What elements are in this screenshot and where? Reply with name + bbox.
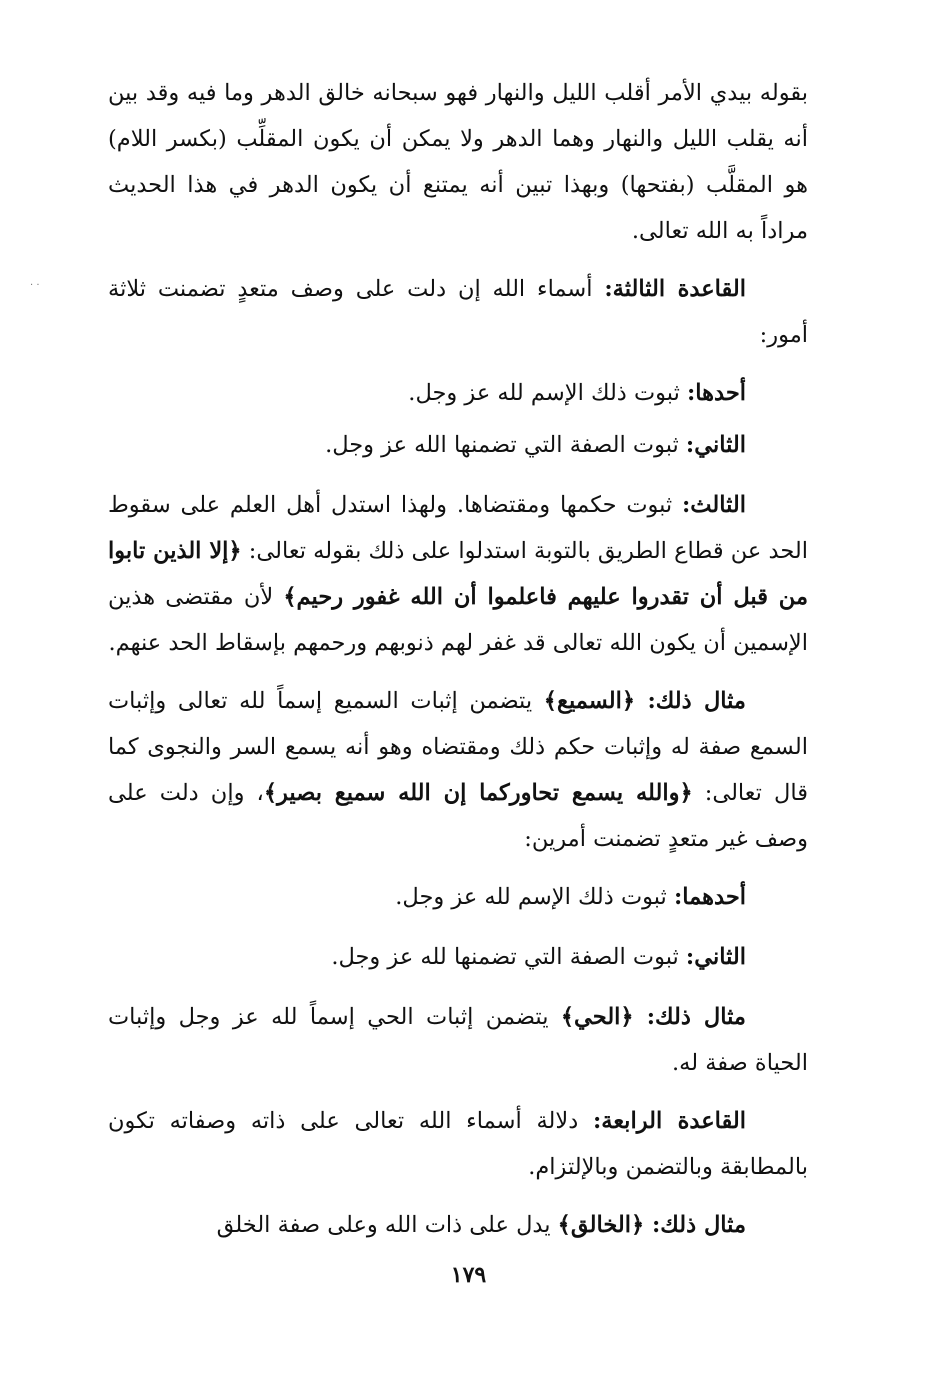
example-two — [108, 994, 808, 1086]
item-label: أحدها: — [687, 380, 746, 406]
item-text: ثبوت الصفة التي تضمنها الله عز وجل. — [325, 432, 686, 458]
item-text: ثبوت ذلك الإسم لله عز وجل. — [395, 884, 674, 910]
rule-three — [108, 266, 808, 358]
example-label: مثال ذلك: — [647, 688, 746, 714]
margin-mark: · · — [30, 280, 40, 291]
paragraph-intro — [108, 70, 808, 254]
example-text: ، وإن دلت على وصف غير متعدٍ تضمنت أمرين: — [108, 780, 808, 852]
list-item-third — [108, 482, 808, 666]
item-label: الثالث: — [681, 492, 746, 518]
item-label: أحدهما: — [673, 884, 746, 910]
quran-verse: ﴿إلا الذين تابوا من قبل أن تقدروا عليهم فاعلموا أن الله غفور رحيم﴾ — [108, 538, 808, 610]
rule-text: دلالة أسماء الله تعالى على ذاته وصفاته تكون بالمطابقة وبالتضمن وبالإلتزام. — [108, 1108, 808, 1180]
rule-label: القاعدة الرابعة: — [592, 1108, 746, 1134]
item-label: الثاني: — [685, 944, 746, 970]
page-number: ١٧٩ — [450, 1262, 487, 1288]
example-label: مثال ذلك: — [651, 1212, 746, 1238]
example-three — [108, 1202, 808, 1248]
example-one — [108, 678, 808, 862]
item-text: ثبوت ذلك الإسم لله عز وجل. — [408, 380, 687, 406]
item-text: ثبوت حكمها ومقتضاها. ولهذا استدل أهل العلم على سقوط الحد عن قطاع الطريق بالتوبة استدلوا على ذلك بقوله تعالى: — [108, 492, 808, 564]
example-term: ﴿الحي﴾ — [560, 1004, 647, 1030]
rule-text: أسماء الله إن دلت على وصف متعدٍ تضمنت ثلاثة أمور: — [108, 276, 808, 348]
example-term: ﴿السميع﴾ — [543, 688, 648, 714]
item-text: لأن مقتضى هذين الإسمين أن يكون الله تعالى قد غفر لهم ذنوبهم ورحمهم بإسقاط الحد عنهم. — [108, 584, 808, 656]
example-label: مثال ذلك: — [646, 1004, 746, 1030]
page-body — [108, 70, 808, 1260]
example-text: يتضمن إثبات الحي إسماً لله عز وجل وإثبات الحياة صفة له. — [108, 1004, 808, 1076]
example-text: يدل على ذات الله وعلى صفة الخلق — [216, 1212, 558, 1238]
list-item — [108, 370, 808, 416]
example-text: يتضمن إثبات السميع إسماً لله تعالى وإثبات السمع صفة له وإثبات حكم ذلك ومقتضاه وهو أنه يسمع السر والنجوى كما قال تعالى: — [108, 688, 808, 806]
list-item — [108, 422, 808, 468]
quran-verse: ﴿والله يسمع تحاوركما إن الله سميع بصير﴾ — [263, 780, 693, 806]
list-item — [108, 874, 808, 920]
rule-four — [108, 1098, 808, 1190]
paragraph-text: بقوله بيدي الأمر أقلب الليل والنهار فهو سبحانه خالق الدهر وما فيه وقد بين أنه يقلب الليل والنهار وهما الدهر ولا يمكن أن يكون المقلِّب (بكسر اللام) هو المقلَّب (بفتحها) وبهذا تبين أنه يمتنع أن يكون الدهر في هذا الحديث مراداً به الله تعالى. — [108, 80, 808, 244]
rule-label: القاعدة الثالثة: — [604, 276, 746, 302]
list-item — [108, 934, 808, 980]
example-term: ﴿الخالق﴾ — [557, 1212, 652, 1238]
item-text: ثبوت الصفة التي تضمنها لله عز وجل. — [331, 944, 686, 970]
item-label: الثاني: — [685, 432, 746, 458]
